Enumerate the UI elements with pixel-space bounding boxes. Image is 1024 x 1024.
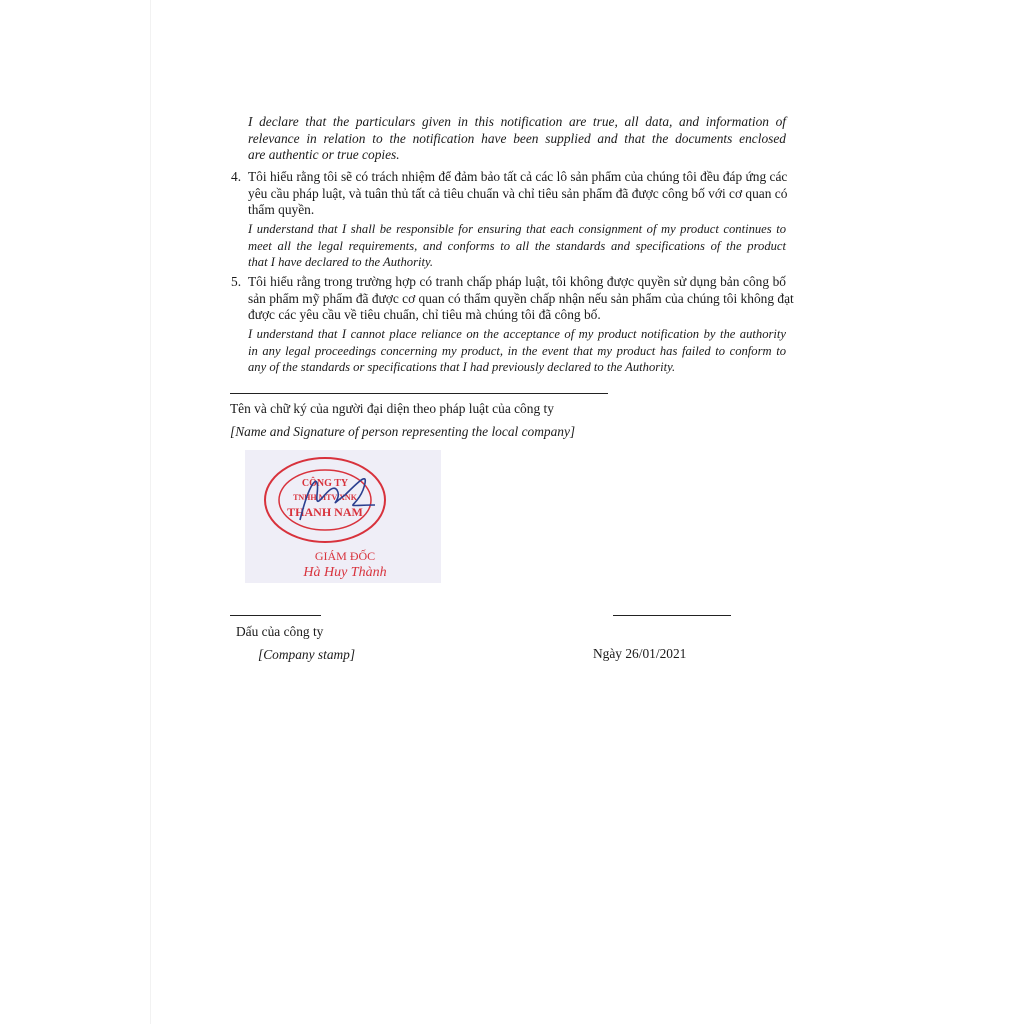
signature-label-vi: Tên và chữ ký của người đại diện theo pháp luật của công ty (230, 401, 554, 416)
text-line: in any legal proceedings concerning my product, in the event that my product has failed to conform to (248, 343, 786, 358)
signature-label-en: [Name and Signature of person representing the local company] (230, 424, 576, 439)
item-number: 5. (231, 274, 242, 289)
text-line: sản phẩm mỹ phẩm đã được cơ quan có thẩm quyền chấp nhận nếu sản phẩm của chúng tôi không đạt (248, 290, 794, 306)
text-line: are authentic or true copies. (248, 147, 400, 162)
text-line: yêu cầu pháp luật, và tuân thủ tất cả tiêu chuẩn và chỉ tiêu sản phẩm đã được công bố với cơ quan có (248, 185, 788, 201)
text-line: được các yêu cầu về tiêu chuẩn, chỉ tiêu mà chúng tôi đã công bố. (248, 307, 601, 322)
text-line: I declare that the particulars given in this notification are true, all data, and information of (248, 114, 786, 129)
company-stamp-label-en: [Company stamp] (258, 647, 356, 662)
svg-text:Hà Huy Thành: Hà Huy Thành (303, 565, 387, 580)
text-line: meet all the legal requirements, and conforms to all the standards and specifications of the product (248, 238, 786, 253)
text-line: I understand that I shall be responsible for ensuring that each consignment of my product continues to (248, 222, 786, 236)
item-4-english (248, 221, 786, 271)
svg-text:TNHH MTV XNK: TNHH MTV XNK (293, 493, 357, 502)
text-line: Tôi hiểu rằng tôi sẽ có trách nhiệm để đảm bảo tất cả các lô sản phẩm của chúng tôi đều đáp ứng các (248, 169, 788, 184)
text-line: that I have declared to the Authority. (248, 255, 434, 269)
text-line: thẩm quyền. (248, 202, 315, 217)
text-line: relevance in relation to the notification have been supplied and that the documents enclosed (248, 130, 786, 146)
page-edge (150, 0, 151, 1024)
item-5-english (248, 326, 786, 376)
signature-rule (230, 393, 608, 394)
date-rule (613, 615, 731, 616)
svg-text:GIÁM ĐỐC: GIÁM ĐỐC (314, 549, 376, 563)
svg-text:CÔNG TY: CÔNG TY (301, 478, 349, 489)
signing-date: Ngày 26/01/2021 (593, 646, 687, 661)
item-5-vietnamese (248, 274, 794, 324)
declaration-english (248, 114, 786, 164)
text-line: Tôi hiểu rằng trong trường hợp có tranh chấp pháp luật, tôi không được quyền sử dụng bản công bố (248, 274, 786, 289)
stamp-rule (230, 615, 321, 616)
text-line: I understand that I cannot place reliance on the acceptance of my product notification by the authority (248, 327, 786, 341)
signature-stamp-image (245, 450, 441, 583)
item-number: 4. (231, 169, 242, 184)
item-4-vietnamese (248, 169, 786, 219)
company-stamp-label-vi: Dấu của công ty (236, 624, 324, 639)
company-seal-icon (245, 450, 441, 583)
svg-text:THANH NAM: THANH NAM (287, 505, 363, 519)
text-line: any of the standards or specifications that I had previously declared to the Authority. (248, 360, 676, 374)
